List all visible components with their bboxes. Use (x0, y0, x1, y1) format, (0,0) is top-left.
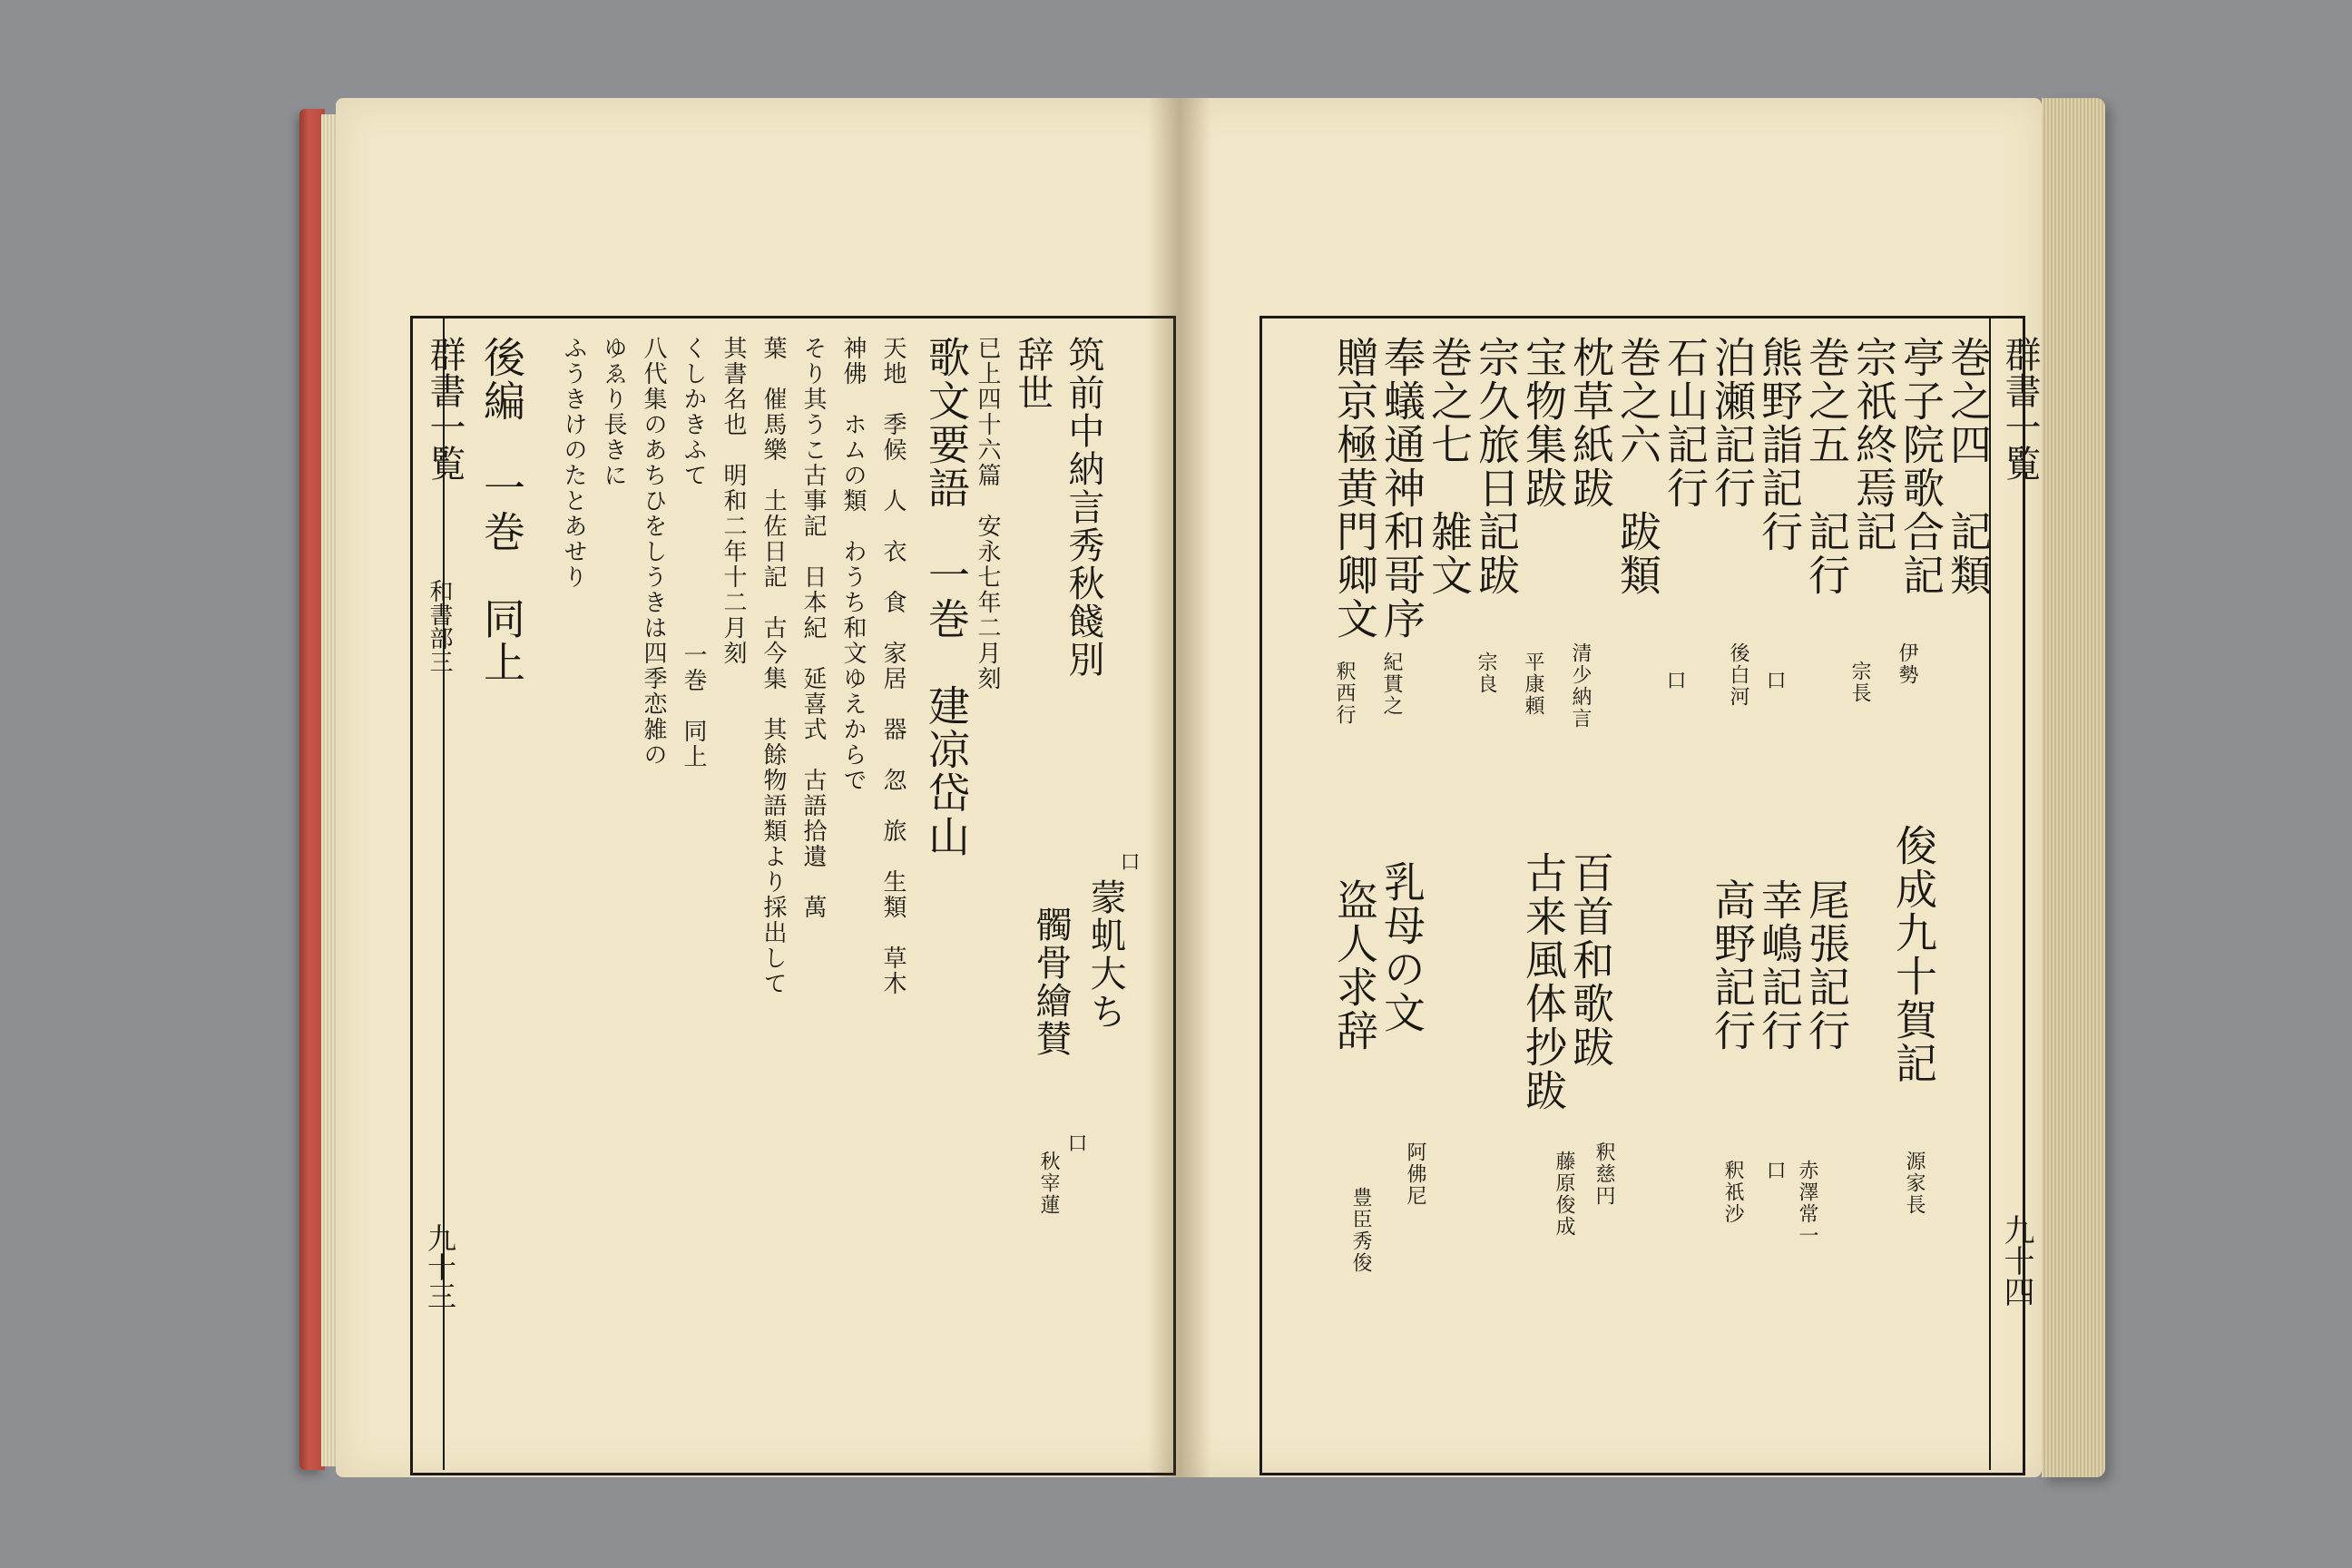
text-column: 奉蟻通神和哥序 (1377, 336, 1426, 641)
right-page-edges (2042, 98, 2105, 1477)
author-note: 豊臣秀俊 (1349, 1187, 1372, 1274)
text-column: 俊成九十賀記 (1889, 824, 1938, 1085)
author-note: 口 (1763, 670, 1786, 691)
author-note: 清少納言 (1569, 642, 1592, 730)
text-column: 宗祇終焉記 (1849, 336, 1898, 554)
text-column: 泊瀬記行 (1708, 336, 1757, 510)
small-note: 口 (1117, 851, 1140, 873)
text-column: くしかきふて (680, 336, 707, 488)
text-column: 神佛 ホムの類 わうち和文ゆえからで (839, 336, 867, 793)
text-column: 乳母の文 (1377, 860, 1426, 1034)
small-note: 秋宰蓮 (1037, 1151, 1060, 1216)
open-book (281, 98, 2105, 1477)
left-hashira-section: 和書部三 (426, 579, 453, 673)
right-hashira-folio: 九十四 (1998, 1214, 2034, 1307)
author-note: 阿佛尼 (1404, 1142, 1426, 1207)
book-gutter (1148, 98, 1211, 1477)
text-column: 其書名也 明和二年十二月刻 (720, 336, 747, 666)
small-note: 口 (1064, 1132, 1087, 1154)
text-column: ゆゑり長きに (600, 336, 627, 488)
text-column: 贈京極黄門卿文 (1330, 336, 1379, 641)
text-column: 已上四十六篇 安永七年二月刻 (974, 336, 1001, 691)
text-column: 盗人求辞 (1330, 878, 1379, 1053)
text-column: 幸嶋記行 (1755, 878, 1804, 1053)
text-column: 古来風体抄跋 (1519, 851, 1568, 1112)
text-column: ふうきけのたとあせり (560, 336, 587, 590)
text-column: 枕草紙跋 (1566, 336, 1615, 510)
author-note: 伊勢 (1896, 642, 1918, 686)
author-note: 釈西行 (1333, 661, 1356, 726)
text-column: 辞世 (1012, 336, 1054, 412)
small-note: 髑骨繪賛 (1030, 906, 1072, 1058)
author-note: 源家長 (1903, 1151, 1926, 1216)
text-column: 筑前中納言秀秋餞別 (1063, 336, 1104, 679)
text-column: 一巻 同上 (680, 642, 707, 769)
small-note: 蒙虮大ち (1084, 878, 1126, 1031)
text-column: 後編 一巻 同上 (477, 336, 526, 684)
text-column: 石山記行 (1661, 336, 1710, 510)
author-note: 宗長 (1848, 661, 1871, 704)
text-column: そり其うこ古事記 日本紀 延喜式 古語拾遺 萬 (799, 336, 827, 920)
text-column: 宗久旅日記跋 (1472, 336, 1521, 597)
author-note: 口 (1663, 670, 1686, 691)
text-column: 天地 季候 人 衣 食 家居 器 忽 旅 生類 草木 (879, 336, 906, 996)
text-column: 熊野詣記行 (1755, 336, 1804, 554)
text-column: 巻之七 雑文 (1425, 336, 1474, 597)
text-column: 尾張記行 (1802, 878, 1851, 1053)
text-column: 巻之六 跋類 (1613, 336, 1662, 597)
left-hashira-folio: 九十三 (423, 1223, 457, 1310)
author-note: 後白河 (1727, 642, 1749, 708)
text-column: 八代集のあちひをしうきは四季恋雑の (640, 336, 667, 768)
text-column: 高野記行 (1708, 878, 1757, 1053)
text-column: 宝物集跋 (1519, 336, 1568, 510)
text-column: 巻之五 記行 (1802, 336, 1851, 597)
author-note: 宗良 (1475, 652, 1497, 695)
text-column: 葉 催馬樂 土佐日記 古今集 其餘物語類より採出して (760, 336, 787, 996)
author-note: 釈慈円 (1592, 1142, 1615, 1207)
author-note: 釈祇沙 (1721, 1160, 1744, 1225)
author-note: 平康頼 (1522, 652, 1544, 717)
left-page (336, 98, 1180, 1477)
left-hashira-title: 群書一覧 (424, 336, 466, 481)
text-column: 歌文要語 一巻 建凉岱山 (922, 336, 971, 858)
author-note: 藤原俊成 (1553, 1151, 1575, 1238)
text-column: 百首和歌跋 (1566, 851, 1615, 1069)
right-page (1180, 98, 2042, 1477)
author-note: 紀貫之 (1380, 652, 1403, 717)
author-note: 赤澤常一 (1796, 1160, 1818, 1247)
right-hashira-title: 群書一覧 (1999, 336, 2041, 481)
author-note: 口 (1763, 1160, 1786, 1181)
text-column: 亭子院歌合記 (1896, 336, 1945, 597)
text-column: 巻之四 記類 (1944, 336, 1993, 597)
